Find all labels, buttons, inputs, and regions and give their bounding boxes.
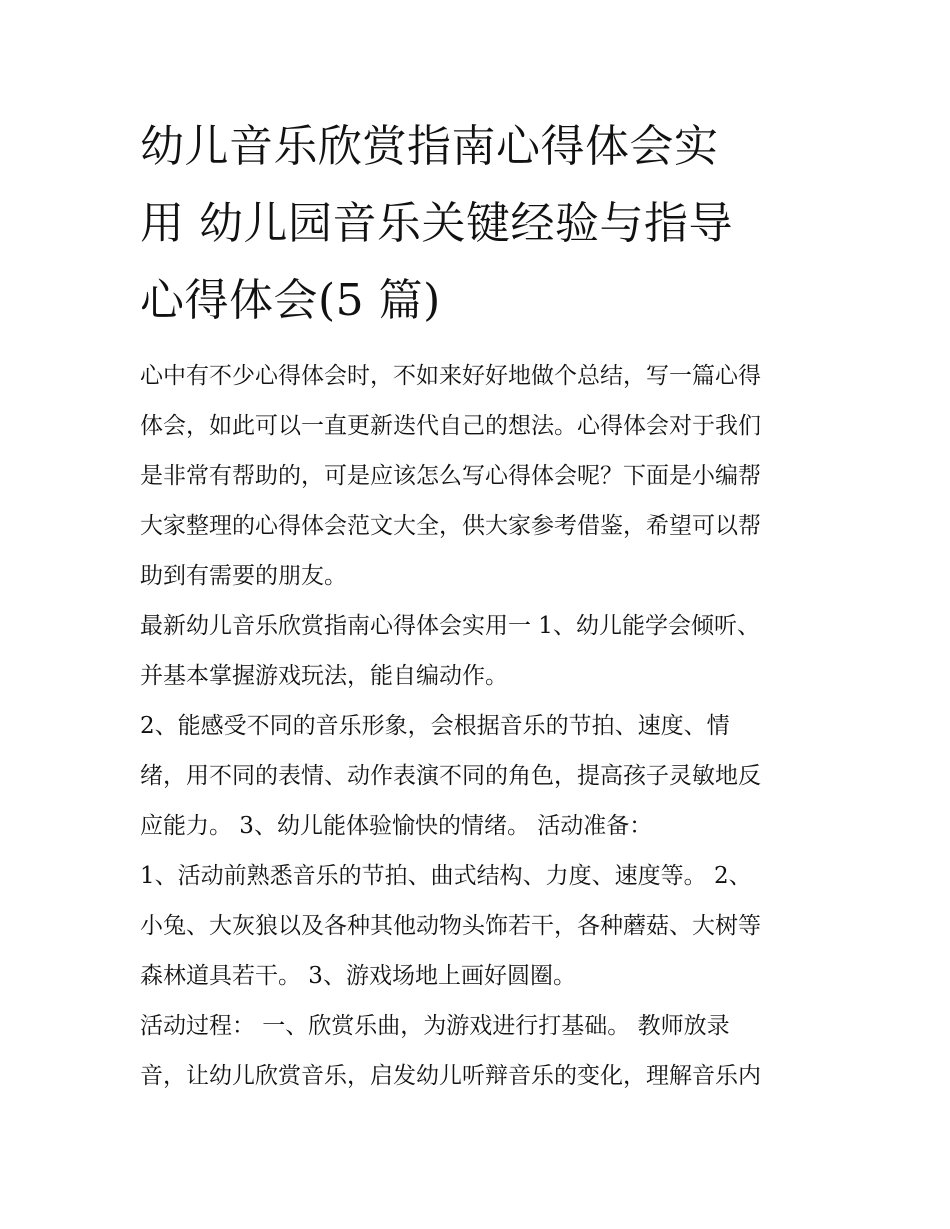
text-line: 森林道具若干。 3、游戏场地上画好圆圈。	[140, 963, 576, 989]
text-line: 是非常有帮助的，可是应该怎么写心得体会呢？下面是小编帮	[140, 463, 761, 489]
document-page	[140, 108, 812, 1101]
paragraph-objective-1	[140, 601, 812, 701]
text-line: 大家整理的心得体会范文大全，供大家参考借鉴，希望可以帮	[140, 513, 761, 539]
text-line: 1、活动前熟悉音乐的节拍、曲式结构、力度、速度等。 2、	[140, 863, 752, 889]
text-line: 2、能感受不同的音乐形象，会根据音乐的节拍、速度、情	[140, 713, 730, 739]
text-line: 助到有需要的朋友。	[140, 563, 347, 589]
text-line: 体会，如此可以一直更新迭代自己的想法。心得体会对于我们	[140, 413, 761, 439]
document-title	[140, 108, 812, 339]
document-body	[140, 351, 812, 1101]
text-line: 小兔、大灰狼以及各种其他动物头饰若干，各种蘑菇、大树等	[140, 913, 761, 939]
title-line: 心得体会(5 篇)	[140, 275, 441, 326]
text-line: 绪，用不同的表情、动作表演不同的角色，提高孩子灵敏地反	[140, 763, 761, 789]
text-line: 活动过程： 一、欣赏乐曲，为游戏进行打基础。 教师放录	[140, 1013, 730, 1039]
title-line: 幼儿音乐欣赏指南心得体会实	[140, 121, 719, 172]
paragraph-objective-2	[140, 701, 812, 851]
paragraph-intro	[140, 351, 812, 601]
paragraph-preparation	[140, 851, 812, 1001]
text-line: 心中有不少心得体会时，不如来好好地做个总结，写一篇心得	[140, 363, 761, 389]
paragraph-process	[140, 1001, 812, 1101]
text-line: 并基本掌握游戏玩法，能自编动作。	[140, 663, 508, 689]
text-line: 应能力。 3、幼儿能体验愉快的情绪。 活动准备：	[140, 813, 653, 839]
text-line: 音，让幼儿欣赏音乐，启发幼儿听辩音乐的变化，理解音乐内	[140, 1063, 761, 1089]
title-line: 用 幼儿园音乐关键经验与指导	[140, 198, 733, 249]
text-line: 最新幼儿音乐欣赏指南心得体会实用一 1、幼儿能学会倾听、	[140, 613, 760, 639]
